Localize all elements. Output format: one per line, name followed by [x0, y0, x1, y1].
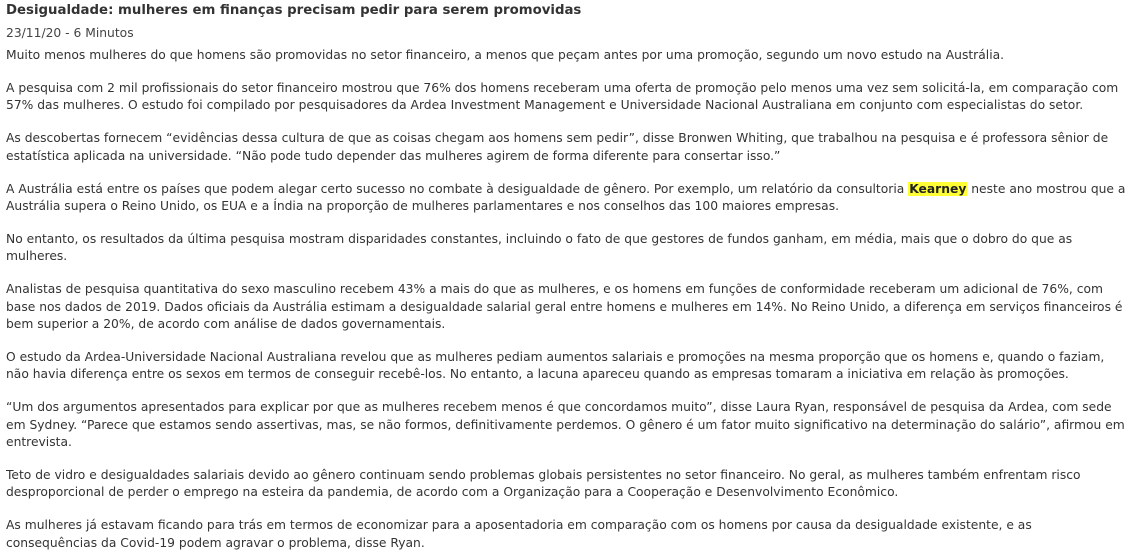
- article-meta: [6, 25, 1126, 41]
- paragraph: A pesquisa com 2 mil profissionais do setor financeiro mostrou que 76% dos homens receberam uma oferta de promoção pelo menos uma vez sem solicitá-la, em comparação com 57% das mulheres. O estudo foi compilado por pesquisadores da Ardea Investment Management e Universidade Nacional Australiana em conjunto com especialistas do setor.: [6, 80, 1119, 113]
- read-time: 6 Minutos: [73, 26, 134, 40]
- paragraph: Muito menos mulheres do que homens são promovidas no setor financeiro, a menos que peçam antes por uma promoção, segundo um novo estudo na Austrália.: [6, 48, 1005, 62]
- paragraph-text: A Austrália está entre os países que podem alegar certo sucesso no combate à desigualdade de gênero. Por exemplo, um relatório da consultoria: [6, 181, 909, 196]
- article-title: Desigualdade: mulheres em finanças precisam pedir para serem promovidas: [6, 3, 582, 18]
- meta-separator: -: [61, 26, 74, 40]
- paragraph: O estudo da Ardea-Universidade Nacional Australiana revelou que as mulheres pediam aumentos salariais e promoções na mesma proporção que os homens e, quando o faziam, não havia diferença entre os sexos em termos de conseguir recebê-los. No entanto, a lacuna apareceu quando as empresas tomaram a iniciativa em relação às promoções.: [6, 349, 1105, 382]
- highlighted-term: Kearney: [909, 181, 967, 196]
- article-date: 23/11/20: [6, 26, 62, 40]
- paragraph: [6, 181, 1126, 216]
- paragraph: As mulheres já estavam ficando para trás em termos de economizar para a aposentadoria em comparação com os homens por causa da desigualdade existente, e as consequências da Covid-19 podem agravar o problema, disse Ryan.: [6, 518, 1032, 550]
- paragraph-text: neste ano mostrou que a Austrália supera o Reino Unido, os EUA e a Índia na proporção de mulheres parlamentares e nos conselhos das 100 maiores empresas.: [6, 181, 1126, 213]
- paragraph: Teto de vidro e desigualdades salariais devido ao gênero continuam sendo problemas globais persistentes no setor financeiro. No geral, as mulheres também enfrentam risco desproporcional de perder o emprego na esteira da pandemia, de acordo com a Organização para a Cooperação e Desenvolvimento Econômico.: [6, 467, 1081, 500]
- paragraph: No entanto, os resultados da última pesquisa mostram disparidades constantes, incluindo o fato de que gestores de fundos ganham, em média, mais que o dobro do que as mulheres.: [6, 231, 1073, 264]
- paragraph: Analistas de pesquisa quantitativa do sexo masculino recebem 43% a mais do que as mulheres, e os homens em funções de conformidade receberam um adicional de 76%, com base nos dados de 2019. Dados oficiais da Austrália estimam a desigualdade salarial geral entre homens e mulheres em 14%. No Reino Unido, a diferença em serviços financeiros é bem superior a 20%, de acordo com análise de dados governamentais.: [6, 282, 1123, 331]
- paragraph: “Um dos argumentos apresentados para explicar por que as mulheres recebem menos é que concordamos muito”, disse Laura Ryan, responsável de pesquisa da Ardea, com sede em Sydney. “Parece que estamos sendo assertivas, mas, se não formos, definitivamente perdemos. O gênero é um fator muito significativo na determinação do salário”, afirmou em entrevista.: [6, 400, 1125, 449]
- paragraph: As descobertas fornecem “evidências dessa cultura de que as coisas chegam aos homens sem pedir”, disse Bronwen Whiting, que trabalhou na pesquisa e é professora sênior de estatística aplicada na universidade. “Não pode tudo depender das mulheres agirem de forma diferente para consertar isso.”: [6, 131, 1109, 163]
